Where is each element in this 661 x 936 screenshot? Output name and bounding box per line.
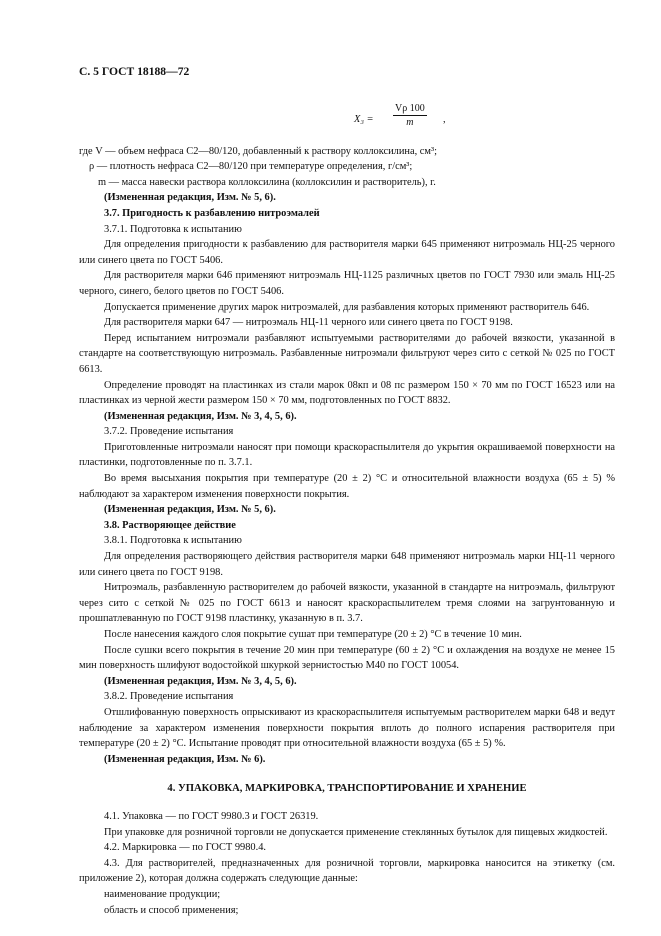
formula-tail: , <box>443 113 446 125</box>
formula <box>199 102 615 132</box>
amendment-note: (Измененная редакция, Изм. № 5, 6). <box>104 192 276 204</box>
formula-numerator: Vρ 100 <box>395 102 425 114</box>
amendment-note: (Измененная редакция, Изм. № 5, 6). <box>104 504 276 516</box>
paragraph: 4.3. Для растворителей, предназначенных для розничной торговли, маркировка наносится на этикетку (см. приложение 2), которая должна содержать следующие данные: <box>79 857 615 885</box>
subsection-heading: 3.7.1. Подготовка к испытанию <box>104 223 242 235</box>
paragraph: Определение проводят на пластинках из стали марок 08кп и 08 пс размером 150 × 70 мм по ГОСТ 16523 или на пластинках из черной жести размером 150 × 70 мм, подготовленных по ГОСТ 8832. <box>79 379 615 407</box>
paragraph: Для определения пригодности к разбавлению для растворителя марки 645 применяют нитроэмаль НЦ-25 черного или синего цвета по ГОСТ 5406. <box>79 239 615 266</box>
document-page <box>79 64 615 918</box>
list-item: наименование продукции; <box>104 888 221 900</box>
list-item: область и способ применения; <box>104 904 239 916</box>
amendment-note: (Измененная редакция, Изм. № 6). <box>104 753 266 765</box>
section-heading: 3.8. Растворяющее действие <box>104 519 236 531</box>
paragraph: При упаковке для розничной торговли не допускается применение стеклянных бутылок для пищевых жидкостей. <box>104 826 608 838</box>
section-heading: 3.7. Пригодность к разбавлению нитроэмалей <box>104 207 320 219</box>
page-header: С. 5 ГОСТ 18188—72 <box>79 65 190 78</box>
paragraph: После нанесения каждого слоя покрытие сушат при температуре (20 ± 2) °С в течение 10 мин. <box>104 629 522 640</box>
paragraph: Допускается применение других марок нитроэмалей, для разбавления которых применяют растворитель 646. <box>104 301 590 313</box>
formula-denominator: m <box>406 116 414 128</box>
subsection-heading: 3.8.1. Подготовка к испытанию <box>104 535 242 547</box>
paragraph: Приготовленные нитроэмали наносят при помощи краскораспылителя до укрытия окрашиваемой поверхности на пластинки, подготовленные по п. 3.7.1. <box>79 441 615 469</box>
definition-m: m — масса навески раствора коллоксилина (коллоксилин и растворитель), г. <box>98 176 436 188</box>
paragraph: 4.1. Упаковка — по ГОСТ 9980.3 и ГОСТ 26319. <box>104 810 319 822</box>
subsection-heading: 3.8.2. Проведение испытания <box>104 691 234 703</box>
paragraph: Для определения растворяющего действия растворителя марки 648 применяют нитроэмаль марки НЦ-11 черного или синего цвета по ГОСТ 9198. <box>79 551 615 578</box>
paragraph: Нитроэмаль, разбавленную растворителем до рабочей вязкости, указанной в стандарте на нитроэмаль, фильтруют через сито с сеткой № 025 по ГОСТ 6613 и наносят краскораспылителем тремя слоями на загрунтованную и прошпатлеванную по ГОСТ 9198 пластинку, указанную в п. 3.7. <box>79 582 615 625</box>
chapter-heading: 4. УПАКОВКА, МАРКИРОВКА, ТРАНСПОРТИРОВАНИЕ И ХРАНЕНИЕ <box>167 783 527 795</box>
amendment-note: (Измененная редакция, Изм. № 3, 4, 5, 6). <box>104 410 297 422</box>
formula-fraction <box>393 102 427 129</box>
paragraph: Для растворителя марки 647 — нитроэмаль НЦ-11 черного или синего цвета по ГОСТ 9198. <box>104 317 513 329</box>
definition-v: где V — объем нефраса С2—80/120, добавленный к раствору коллоксилина, см³; <box>79 145 437 157</box>
amendment-note: (Измененная редакция, Изм. № 3, 4, 5, 6). <box>104 675 297 687</box>
paragraph: Для растворителя марки 646 применяют нитроэмаль НЦ-1125 различных цветов по ГОСТ 7930 или эмаль НЦ-25 черного, синего, белого цветов по ГОСТ 5406. <box>79 270 615 297</box>
paragraph: После сушки всего покрытия в течение 20 мин при температуре (60 ± 2) °С и охлаждения на воздухе не менее 15 мин поверхность шлифуют водостойкой шкуркой зернистостью М40 по ГОСТ 10054. <box>79 644 615 672</box>
paragraph: Отшлифованную поверхность опрыскивают из краскораспылителя испытуемым растворителем марки 648 и ведут наблюдение за характером изменения поверхности покрытия вплоть до полного испарения растворителя при температуре (20 ± 2) °С. Испытание проводят при относительной влажности воздуха (65 ± 5) %. <box>79 706 615 750</box>
paragraph: Во время высыхания покрытия при температуре (20 ± 2) °С и относительной влажности воздуха (65 ± 5) % наблюдают за характером изменения поверхности покрытия. <box>79 473 615 500</box>
definition-rho: ρ — плотность нефраса С2—80/120 при температуре определения, г/см³; <box>89 161 413 173</box>
formula-lhs: X₃ = <box>354 113 374 125</box>
subsection-heading: 3.7.2. Проведение испытания <box>104 426 234 438</box>
paragraph: 4.2. Маркировка — по ГОСТ 9980.4. <box>104 842 267 854</box>
paragraph: Перед испытанием нитроэмали разбавляют испытуемыми растворителями до рабочей вязкости, указанной в стандарте на соответствующую нитроэмаль. Разбавленные нитроэмали фильтруют через сито с сеткой № 025 по ГОСТ 6613. <box>79 332 615 375</box>
